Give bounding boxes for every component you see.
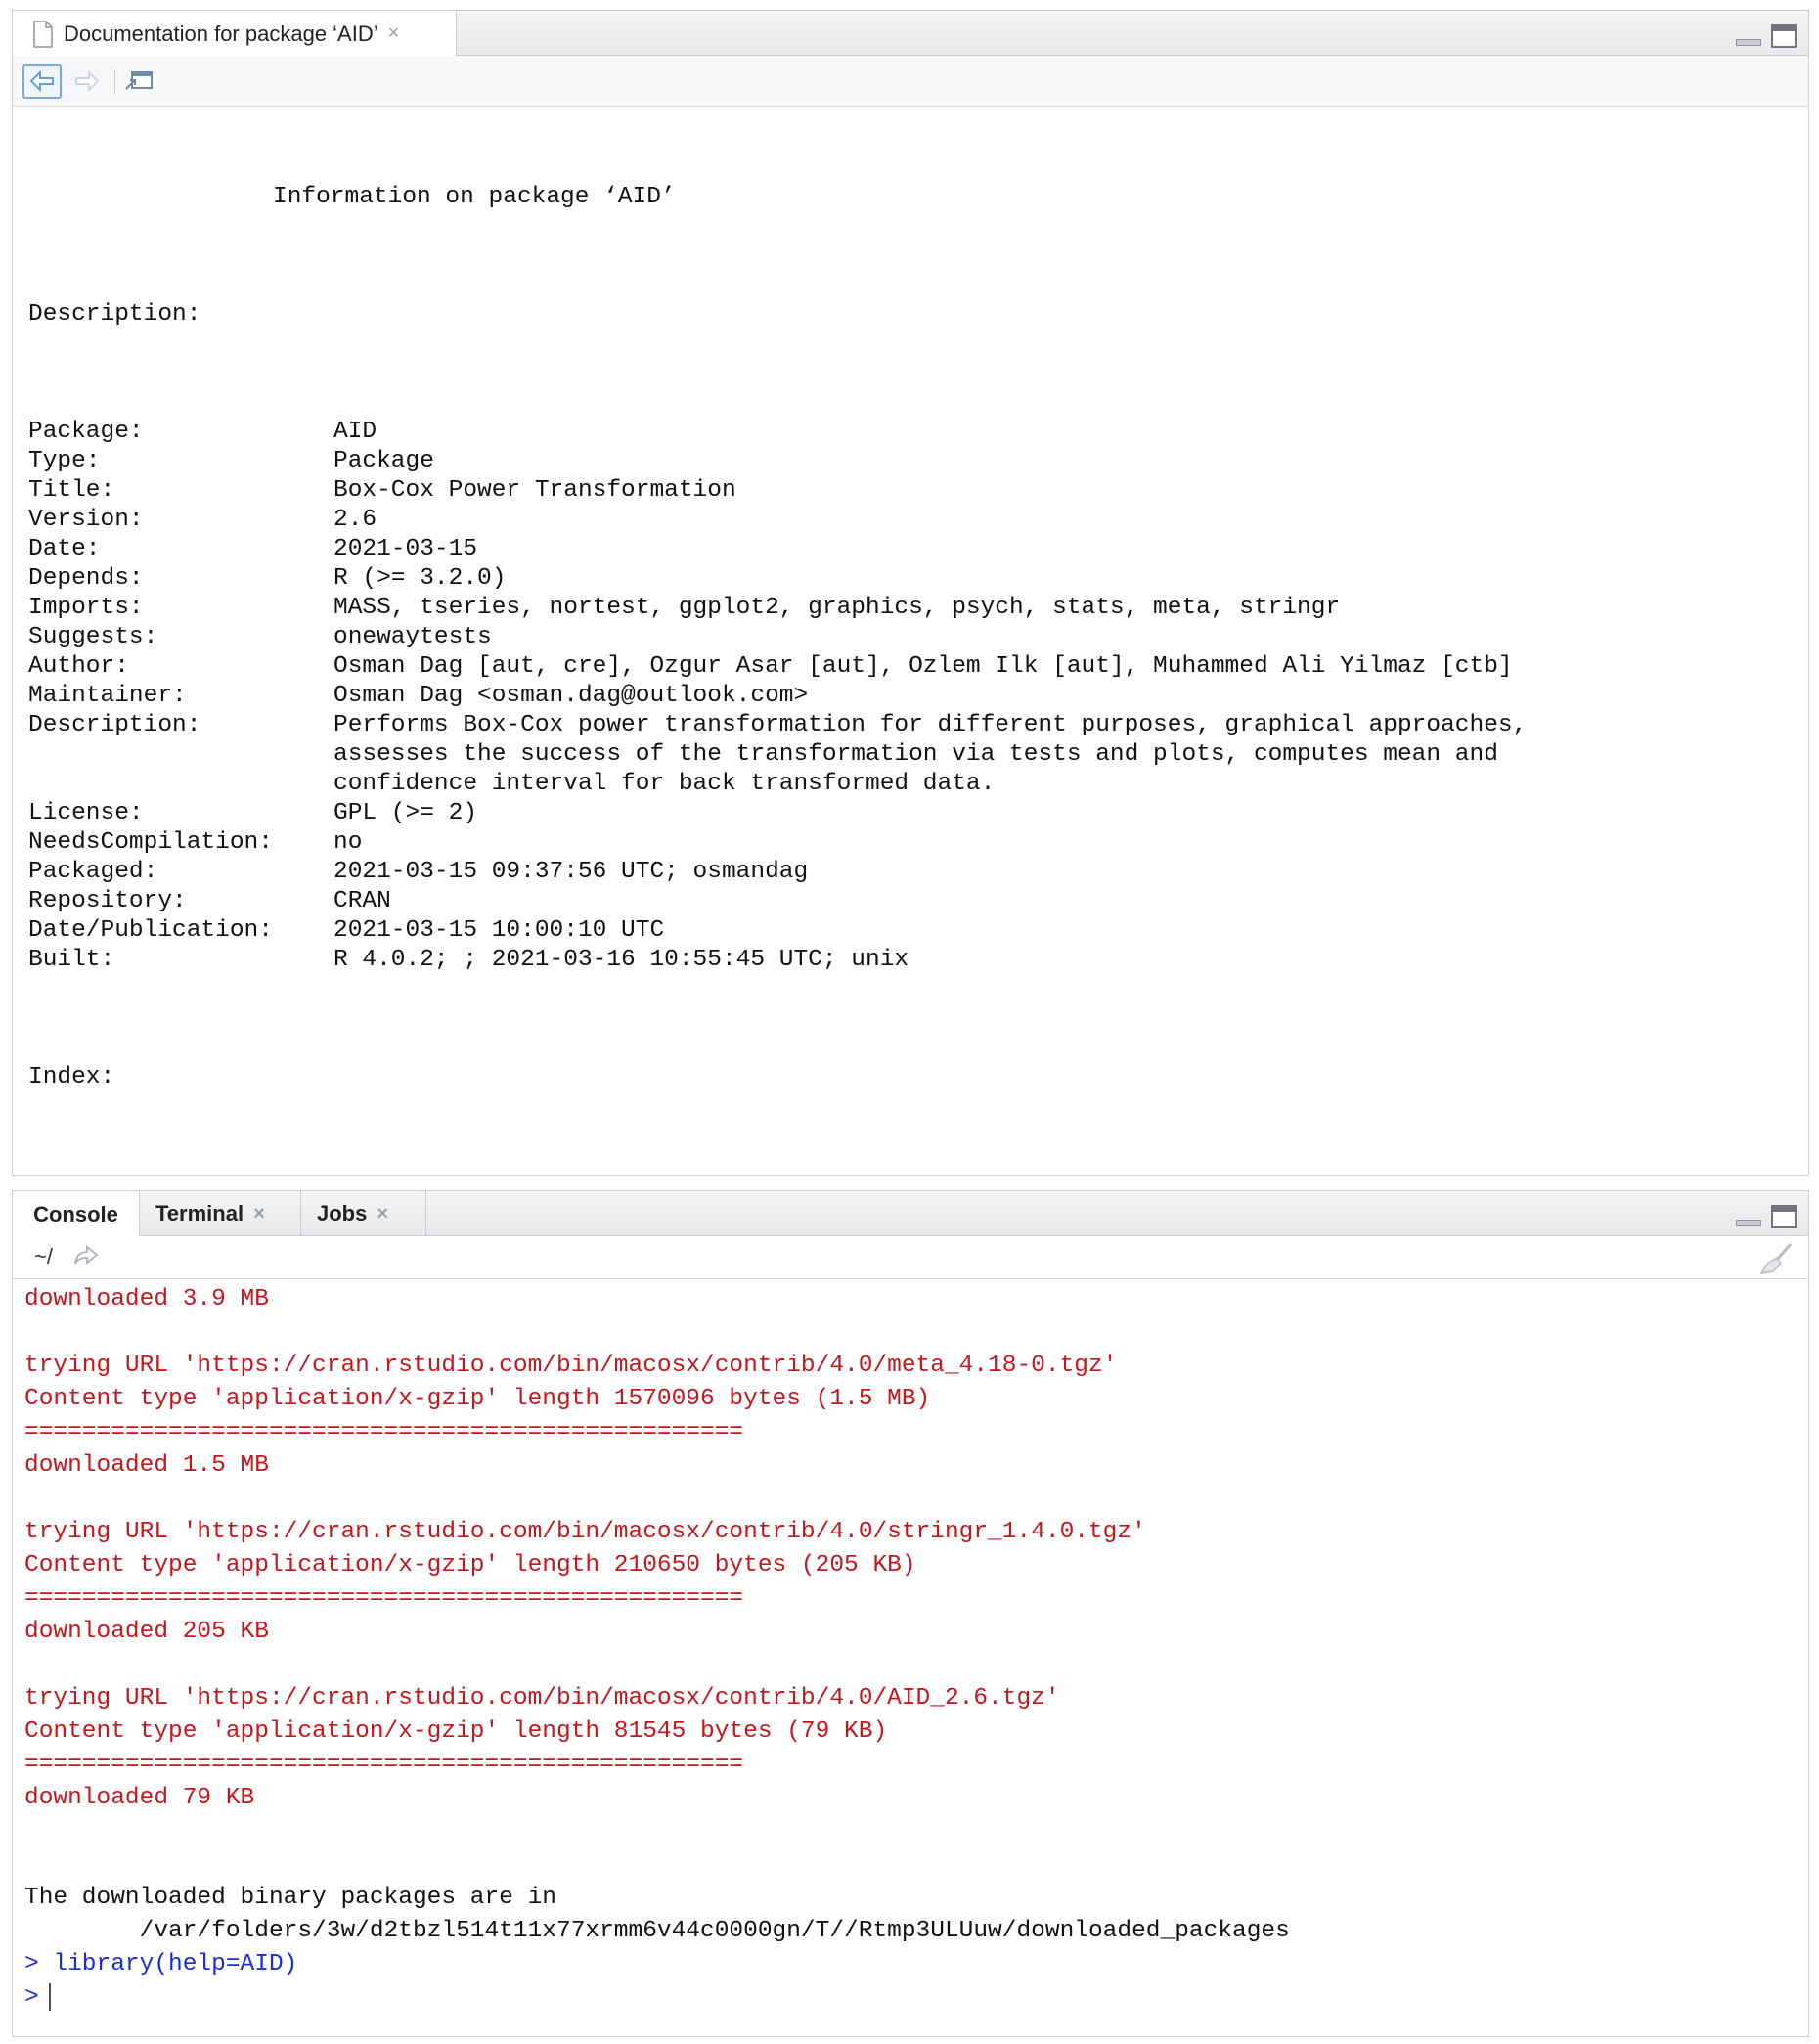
- tab-documentation-label: Documentation for package ‘AID’: [64, 21, 378, 46]
- console-tabbar: [13, 1191, 1808, 1236]
- field-value: Osman Dag <osman.dag@outlook.com>: [333, 683, 809, 709]
- console-toolbar: [13, 1236, 1808, 1279]
- description-field-row: [28, 946, 1808, 975]
- field-key: License:: [28, 800, 144, 826]
- doc-tabbar: [13, 11, 1808, 56]
- description-field-row: [28, 858, 1808, 887]
- console-line: downloaded 1.5 MB: [24, 1452, 269, 1479]
- field-value: CRAN: [333, 888, 391, 914]
- field-key: Date/Publication:: [28, 917, 273, 944]
- console-text: [13, 1279, 1808, 2015]
- text-cursor: [49, 1983, 51, 2011]
- field-value: Package: [333, 448, 434, 474]
- field-value: 2021-03-15: [333, 536, 478, 562]
- console-line: trying URL 'https://cran.rstudio.com/bin/macosx/contrib/4.0/meta_4.18-0.tgz': [24, 1353, 1118, 1379]
- console-output[interactable]: [13, 1279, 1808, 2036]
- field-key: Repository:: [28, 888, 187, 914]
- field-value: no: [333, 829, 363, 856]
- description-heading: Description:: [28, 301, 201, 328]
- field-key: Packaged:: [28, 859, 158, 885]
- description-field-row: [28, 828, 1808, 858]
- console-line: downloaded 205 KB: [24, 1619, 269, 1645]
- console-line: Content type 'application/x-gzip' length 210650 bytes (205 KB): [24, 1552, 916, 1578]
- console-line: /var/folders/3w/d2tbzl514t11x77xrmm6v44c0000gn/T//Rtmp3ULUuw/downloaded_packages: [24, 1918, 1290, 1944]
- description-field-row: [28, 916, 1808, 946]
- console-window-controls: [1736, 1205, 1797, 1228]
- description-field-row: [28, 594, 1808, 623]
- field-key: Author:: [28, 653, 129, 680]
- description-field-row: [28, 506, 1808, 535]
- field-key: Description:: [28, 712, 201, 738]
- console-line: ==================================================: [24, 1585, 744, 1612]
- toolbar-separator: [114, 69, 115, 93]
- doc-toolbar: [13, 56, 1808, 107]
- tab-jobs-label: Jobs: [317, 1201, 368, 1225]
- description-field-row: [28, 418, 1808, 447]
- maximize-icon[interactable]: [1771, 1205, 1797, 1228]
- description-field-row: [28, 623, 1808, 652]
- console-line: downloaded 3.9 MB: [24, 1286, 269, 1312]
- field-value: R 4.0.2; ; 2021-03-16 10:55:45 UTC; unix: [333, 947, 910, 973]
- field-value: assesses the success of the transformation via tests and plots, computes mean and: [333, 741, 1498, 768]
- console-prompt[interactable]: [24, 1981, 1808, 2015]
- field-key: Built:: [28, 947, 115, 973]
- console-line: [24, 1649, 1808, 1682]
- close-tab-icon[interactable]: ×: [253, 1202, 265, 1224]
- forward-arrow-icon[interactable]: [69, 64, 105, 99]
- page-title: Information on package ‘AID’: [273, 184, 676, 210]
- field-key: [28, 770, 333, 799]
- console-line: [24, 1815, 1808, 1848]
- field-value: MASS, tseries, nortest, ggplot2, graphics, psych, stats, meta, stringr: [333, 595, 1341, 621]
- goto-directory-icon[interactable]: [73, 1244, 99, 1267]
- field-value: Osman Dag [aut, cre], Ozgur Asar [aut], Ozlem Ilk [aut], Muhammed Ali Yilmaz [ctb]: [333, 653, 1513, 680]
- console-line: trying URL 'https://cran.rstudio.com/bin/macosx/contrib/4.0/AID_2.6.tgz': [24, 1685, 1060, 1711]
- console-line: ==================================================: [24, 1419, 744, 1445]
- popout-window-icon[interactable]: [124, 69, 154, 93]
- package-info-text: [13, 107, 1808, 1175]
- description-field-row: [28, 770, 1808, 799]
- field-value: 2021-03-15 10:00:10 UTC: [333, 917, 665, 944]
- field-key: Imports:: [28, 595, 144, 621]
- field-key: Type:: [28, 448, 101, 474]
- tab-documentation[interactable]: [13, 11, 457, 57]
- tab-console[interactable]: [13, 1191, 140, 1237]
- description-field-row: [28, 887, 1808, 916]
- field-key: [28, 740, 333, 770]
- field-key: Maintainer:: [28, 683, 187, 709]
- working-directory: ~/: [34, 1244, 53, 1268]
- console-line: [24, 1483, 1808, 1516]
- description-field-row: [28, 564, 1808, 594]
- field-key: Version:: [28, 507, 144, 533]
- minimize-icon[interactable]: [1736, 28, 1761, 48]
- field-key: Depends:: [28, 565, 144, 592]
- field-key: Suggests:: [28, 624, 158, 650]
- description-field-row: [28, 652, 1808, 682]
- console-line: [24, 1848, 1808, 1882]
- back-arrow-icon[interactable]: [22, 64, 62, 99]
- field-value: GPL (>= 2): [333, 800, 478, 826]
- console-line: Content type 'application/x-gzip' length 81545 bytes (79 KB): [24, 1718, 888, 1745]
- field-value: onewaytests: [333, 624, 492, 650]
- tab-terminal[interactable]: [140, 1191, 301, 1236]
- tab-console-label: Console: [33, 1201, 118, 1226]
- field-value: confidence interval for back transformed data.: [333, 771, 996, 797]
- documentation-pane: [12, 10, 1809, 1176]
- broom-icon[interactable]: [1759, 1242, 1795, 1275]
- description-field-row: [28, 711, 1808, 740]
- console-line: downloaded 79 KB: [24, 1785, 255, 1811]
- description-field-row: [28, 476, 1808, 506]
- tab-jobs[interactable]: [301, 1191, 426, 1236]
- close-tab-icon[interactable]: ×: [387, 22, 400, 44]
- console-line: [24, 1316, 1808, 1350]
- field-key: Date:: [28, 536, 101, 562]
- description-field-row: [28, 799, 1808, 828]
- field-value: AID: [333, 419, 377, 445]
- console-line: Content type 'application/x-gzip' length 1570096 bytes (1.5 MB): [24, 1386, 931, 1412]
- field-key: NeedsCompilation:: [28, 829, 273, 856]
- close-tab-icon[interactable]: ×: [377, 1202, 389, 1224]
- description-field-row: [28, 447, 1808, 476]
- console-line: The downloaded binary packages are in: [24, 1885, 556, 1911]
- description-field-row: [28, 535, 1808, 564]
- document-icon: [32, 21, 54, 48]
- field-value: Performs Box-Cox power transformation for different purposes, graphical approaches,: [333, 712, 1528, 738]
- documentation-content: [13, 107, 1808, 1175]
- doc-window-controls: [1736, 24, 1797, 48]
- description-field-row: [28, 682, 1808, 711]
- field-key: Title:: [28, 477, 115, 504]
- field-value: Box-Cox Power Transformation: [333, 477, 736, 504]
- maximize-icon[interactable]: [1771, 24, 1797, 48]
- minimize-icon[interactable]: [1736, 1209, 1761, 1228]
- console-line: trying URL 'https://cran.rstudio.com/bin/macosx/contrib/4.0/stringr_1.4.0.tgz': [24, 1519, 1146, 1545]
- description-fields: [28, 418, 1808, 975]
- console-line: ==================================================: [24, 1752, 744, 1778]
- prompt-symbol: >: [24, 1984, 39, 2011]
- index-heading: Index:: [28, 1064, 115, 1090]
- description-field-row: [28, 740, 1808, 770]
- console-pane: [12, 1190, 1809, 2037]
- field-key: Package:: [28, 419, 144, 445]
- tab-terminal-label: Terminal: [155, 1201, 244, 1225]
- field-value: R (>= 3.2.0): [333, 565, 507, 592]
- field-value: 2021-03-15 09:37:56 UTC; osmandag: [333, 859, 809, 885]
- console-line: > library(help=AID): [24, 1951, 298, 1977]
- field-value: 2.6: [333, 507, 377, 533]
